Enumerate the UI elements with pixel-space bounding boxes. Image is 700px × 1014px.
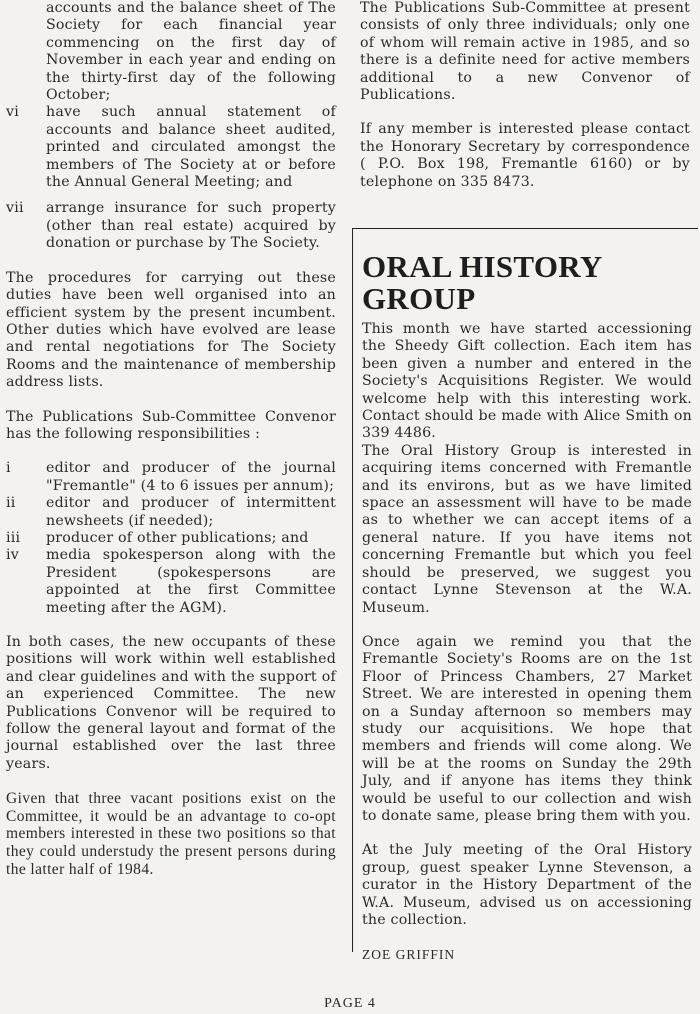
paragraph-procedures: The procedures for carrying out these duties have been well organised into an efficient system by the present incumbent. Other duties which have evolved are lease and rental negotiations for The Society Rooms and the maintenance of membership address lists. — [6, 269, 336, 391]
responsibility-text: media spokesperson along with the President (spokespersons are appointed at the first Committee meeting after the AGM). — [46, 547, 336, 616]
responsibility-item — [6, 530, 336, 547]
paragraph-interested: The Oral History Group is interested in acquiring items concerned with Fremantle and its environs, but as we have limited space an assessment will have to be made as to whether we can accept items of a general nature. If you have items not concerning Fremantle but which you feel should be preserved, we suggest you contact Lynne Stevenson at the W.A. Museum. — [362, 442, 692, 616]
author-signature: ZOE GRIFFIN — [362, 947, 456, 963]
paragraph-accessioning: This month we have started accessioning the Sheedy Gift collection. Each item has been given a number and entered in the Society's Acquisitions Register. We would welcome help with this interesting work. Contact should be made with Alice Smith on 339 4486. — [362, 321, 692, 442]
paragraph-contact: If any member is interested please contact the Honorary Secretary by correspondence ( P.O. Box 198, Fremantle 6160) or by telephone on 335 8473. — [360, 121, 690, 190]
left-column — [6, 0, 336, 878]
duty-item — [6, 200, 336, 252]
duty-text: arrange insurance for such property (other than real estate) acquired by donation or purchase by The Society. — [46, 200, 336, 252]
responsibility-number: iii — [6, 529, 21, 546]
responsibility-item — [6, 495, 336, 530]
right-column — [360, 0, 690, 191]
paragraph-vacant-positions: Given that three vacant positions exist on the Committee, it would be an advantage to co-opt members interested in these two positions so that they could understudy the present persons during the latter half of 1984. — [6, 790, 336, 878]
responsibility-text: editor and producer of the journal "Fremantle" (4 to 6 issues per annum); — [46, 460, 336, 494]
paragraph-rooms: Once again we remind you that the Fremantle Society's Rooms are on the 1st Floor of Princess Chambers, 27 Market Street. We are interested in opening them on a Sunday afternoon so members may study our acquisitions. We hope that members and friends will come along. We will be at the rooms on Sunday the 29th July, and if anyone has items they think would be useful to our collection and wish to donate same, please bring them with you. — [362, 633, 692, 824]
responsibility-text: editor and producer of intermittent newsheets (if needed); — [46, 495, 336, 529]
responsibility-item — [6, 547, 336, 617]
responsibility-number: iv — [6, 547, 19, 564]
section-heading: ORAL HISTORY GROUP — [362, 249, 602, 316]
duty-v-continuation: accounts and the balance sheet of The Society for each financial year commencing on the first day of November in each year and ending on the thirty-first day of the following October; — [46, 0, 336, 104]
paragraph-meeting: At the July meeting of the Oral History group, guest speaker Lynne Stevenson, a curator in the History Department of the W.A. Museum, advised us on accessioning the collection. — [362, 842, 692, 928]
paragraph-both-cases: In both cases, the new occupants of these positions will work within well established and clear guidelines and with the support of an experienced Committee. The new Publications Convenor will be required to follow the general layout and format of the journal established over the last three years. — [6, 634, 336, 772]
responsibility-item — [6, 460, 336, 495]
responsibility-number: ii — [6, 495, 16, 512]
duty-text: have such annual statement of accounts and balance sheet audited, printed and circulated amongst the members of The Society at or before the Annual General Meeting; and — [46, 104, 336, 191]
responsibility-number: i — [6, 460, 11, 477]
paragraph-subcommittee: The Publications Sub-Committee at present consists of only three individuals; only one of whom will remain active in 1985, and so there is a definite need for active members additional to a new Convenor of Publications. — [360, 0, 690, 104]
page-number: PAGE 4 — [324, 996, 376, 1011]
oral-history-content — [362, 251, 692, 964]
duty-item — [6, 104, 336, 191]
paragraph-convenor-intro: The Publications Sub-Committee Convenor has the following responsibilities : — [6, 408, 336, 442]
duty-number: vii — [6, 200, 24, 217]
responsibility-text: producer of other publications; and — [46, 529, 309, 546]
oral-history-box — [352, 228, 698, 963]
duty-number: vi — [6, 104, 19, 121]
